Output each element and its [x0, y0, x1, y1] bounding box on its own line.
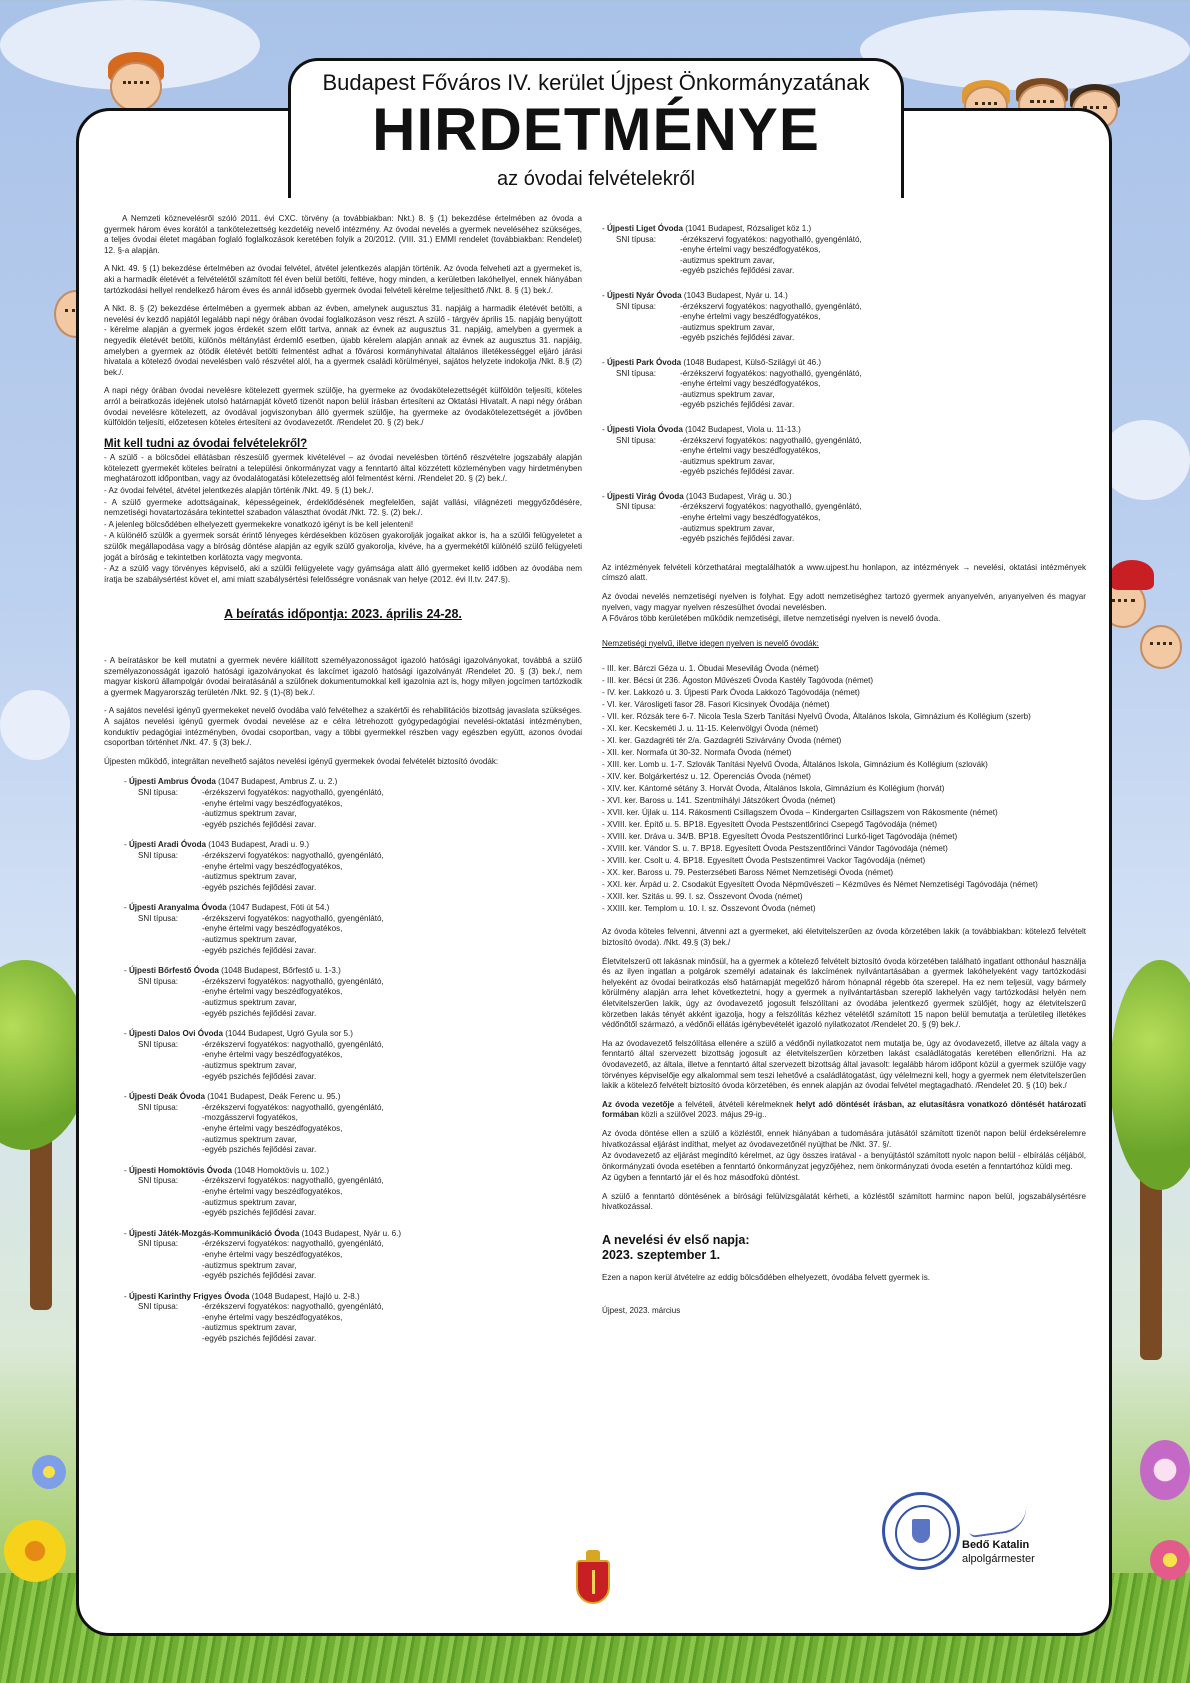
sni-type: -enyhe értelmi vagy beszédfogyatékos,	[202, 1249, 343, 1259]
kindergarten-list	[104, 777, 582, 1344]
text-run: közli a szülővel 2023. május 29-ig..	[638, 1110, 767, 1120]
paragraph: A Főváros több kerületében működik nemzetiségi, illetve nemzetiségi nyelven is nevelő óvoda.	[602, 614, 941, 624]
kindergarten-entry	[602, 291, 1086, 344]
kindergarten-title: Újpesti Viola Óvoda	[606, 424, 683, 434]
list-item: - IV. ker. Lakkozó u. 3. Újpesti Park Óvoda Lakkozó Tagóvodája (német)	[602, 688, 860, 698]
sni-type: -enyhe értelmi vagy beszédfogyatékos,	[202, 924, 343, 934]
sni-type: -enyhe értelmi vagy beszédfogyatékos,	[202, 1186, 343, 1196]
list-item: - XIII. ker. Lomb u. 1-7. Szlovák Tanítási Nyelvű Óvoda, Általános Iskola, Gimnázium és Kollégium (szlovák)	[602, 760, 988, 770]
sni-label: SNI típusa:	[138, 913, 179, 923]
kindergarten-name: - Újpesti Aradi Óvoda (1043 Budapest, Aradi u. 9.)	[124, 840, 310, 850]
paragraph: A napi négy órában óvodai nevelésre kötelezett gyermek szülője, ha gyermeke az óvodakötelezettségét külföldön teljesíti, köteles arról a beiratkozás idejének utolsó határnapját követő tizenöt napon belül írásban értesíteni az Oktatási Hivatalt. A napi négy órában óvodai nevelésre kötelezett, az óvodával jogviszonyban álló gyermek szülője, ha gyermeke az óvodakötelezettségét a jövőben külföldön teljesíti, előzetesen köteles értesíteni az óvodavezetőt. /Rendelet 20. § (2) bek./	[104, 386, 582, 428]
kindergarten-title: Újpesti Deák Óvoda	[128, 1092, 205, 1102]
kindergarten-name: - Újpesti Homoktövis Óvoda (1048 Homoktövis u. 102.)	[124, 1165, 330, 1175]
cloud	[1100, 420, 1190, 500]
sni-type: -érzékszervi fogyatékos: nagyothalló, gyengénlátó,	[202, 1239, 384, 1249]
kindergarten-title: Újpesti Dalos Ovi Óvoda	[128, 1029, 223, 1039]
kindergarten-title: Újpesti Karinthy Frigyes Óvoda	[128, 1291, 250, 1301]
kindergarten-entry	[602, 358, 1086, 411]
paragraph: A Nkt. 8. § (2) bekezdése értelmében a gyermek abban az évben, amelynek augusztus 31. napjáig a harmadik életévét betölti, a nevelési év kezdő napjától legalább napi négy órában óvodai foglalkozáson vesz részt. A szülő - tárgyév április 15. napjáig benyújtott - kérelme alapján a gyermek jogos érdekét szem előtt tartva, annak az évnek az augusztus 31. napjáig, amelyben a gyermek a negyedik életévét betölti, különös méltánylást érdemlő esetben, újabb kérelem alapján annak az évnek az augusztus 31. napjáig, amelyben a gyermek az ötödik életévét betölti felmentést adhat a fővárosi kormányhivatal általános illetékességgel eljáró járási hivatala a kötelező óvodai nevelésben való részvétel alól, ha a gyermek családi körülményei, sajátos helyzete indokolja /Nkt. 8.§ (2) bek./.	[104, 304, 582, 377]
sni-type: -enyhe értelmi vagy beszédfogyatékos,	[202, 861, 343, 871]
sni-type: -autizmus spektrum zavar,	[680, 255, 775, 265]
place-date: Újpest, 2023. március	[602, 1305, 681, 1315]
bold-phrase: helyt adó döntését írásban, az elutasításra vonatkozó döntését határozati formában	[602, 1099, 1087, 1120]
sni-type: -autizmus spektrum zavar,	[202, 872, 297, 882]
tree	[1110, 960, 1190, 1190]
sni-type: -enyhe értelmi vagy beszédfogyatékos,	[202, 987, 343, 997]
paragraph: Az intézmények felvételi körzethatárai megtalálhatók a www.ujpest.hu honlapon, az intézmények → nevelési, oktatási intézmények címszó alatt.	[602, 562, 1086, 583]
sni-type: -enyhe értelmi vagy beszédfogyatékos,	[202, 798, 343, 808]
coat-of-arms-icon	[576, 1560, 610, 1604]
sni-type: -autizmus spektrum zavar,	[202, 935, 297, 945]
enrolment-date-heading: A beíratás időpontja: 2023. április 24-28.	[224, 607, 462, 622]
kindergarten-name: - Újpesti Játék-Mozgás-Kommunikáció Óvoda (1043 Budapest, Nyár u. 6.)	[124, 1228, 402, 1238]
sni-type: -érzékszervi fogyatékos: nagyothalló, gyengénlátó,	[202, 850, 384, 860]
kindergarten-name: - Újpesti Nyár Óvoda (1043 Budapest, Nyár u. 14.)	[602, 290, 788, 300]
kindergarten-address: (1048 Budapest, Hajló u. 2-8.)	[249, 1291, 360, 1301]
sni-label: SNI típusa:	[138, 1039, 179, 1049]
sni-type: -érzékszervi fogyatékos: nagyothalló, gyengénlátó,	[202, 1302, 384, 1312]
sni-type: -autizmus spektrum zavar,	[202, 1134, 297, 1144]
kindergarten-entry	[602, 425, 1086, 478]
sni-type: -autizmus spektrum zavar,	[680, 389, 775, 399]
kindergarten-name: - Újpesti Dalos Ovi Óvoda (1044 Budapest, Ugró Gyula sor 5.)	[124, 1029, 353, 1039]
sni-label: SNI típusa:	[138, 850, 179, 860]
kindergarten-entry	[124, 1292, 582, 1345]
sni-type: -érzékszervi fogyatékos: nagyothalló, gyengénlátó,	[202, 1102, 384, 1112]
kid-illustration	[1140, 625, 1182, 669]
sni-label: SNI típusa:	[616, 234, 657, 244]
paragraph: Ezen a napon kerül átvételre az eddig bölcsődében elhelyezett, óvodába felvett gyermek is.	[602, 1273, 931, 1283]
paragraph: Az óvoda döntése ellen a szülő a közléstől, ennek hiányában a tudomására jutásától számított tizenöt napon belül érdeksérelemre hivatkozással eljárást indíthat, melyet az óvodavezetőnél nyújthat be /Nkt. 37. §/.	[602, 1128, 1086, 1149]
sni-type: -érzékszervi fogyatékos: nagyothalló, gyengénlátó,	[202, 1039, 384, 1049]
paragraph: Ha az óvodavezető felszólítása ellenére a szülő a védőnői nyilatkozatot nem mutatja be, úgy az óvodavezető, illetve az általa vagy a fenntartó által szervezett bizottság jogosult az életvitelszerűen körzetben lakást családlátogatás keretében ellenőrizni. Ha az óvodavezető, az általa, illetve a fenntartó által szervezett bizottság által javasolt: legalább három időpont közül a gyermek szülője vagy törvényes képviselője egy alkalommal sem teszi lehetővé a családlátogatást, úgy vélelmezni kell, hogy a gyermek nem életvitelszerűen lakik a kötelező felvételt biztosító óvoda körzetében, és ennek alapján az óvodai felvétel megtagadható. /Rendelet 20. § (10) bek./	[602, 1038, 1086, 1091]
kindergarten-list	[602, 224, 1086, 545]
flower	[1140, 1440, 1190, 1500]
sni-label: SNI típusa:	[138, 1102, 179, 1112]
kindergarten-entry	[124, 840, 582, 893]
paragraph: Az óvoda köteles felvenni, átvenni azt a gyermeket, aki életvitelszerűen az óvoda körzetében lakik (a továbbiakban: kötelező felvételt biztosító óvoda). /Nkt. 49.§ (3) bek./	[602, 927, 1086, 947]
sni-type: -egyéb pszichés fejlődési zavar.	[680, 400, 795, 410]
nationality-kindergarten-list	[602, 663, 1086, 915]
sni-type: -autizmus spektrum zavar,	[680, 322, 775, 332]
kindergarten-entry	[124, 903, 582, 956]
kindergarten-address: (1047 Budapest, Fóti út 54.)	[226, 903, 330, 913]
kindergarten-name: - Újpesti Karinthy Frigyes Óvoda (1048 Budapest, Hajló u. 2-8.)	[124, 1291, 360, 1301]
sni-type: -érzékszervi fogyatékos: nagyothalló, gyengénlátó,	[680, 435, 862, 445]
sni-type: -autizmus spektrum zavar,	[202, 1197, 297, 1207]
list-item: - III. ker. Bécsi út 236. Ágoston Művészeti Óvoda Kastély Tagóvoda (német)	[602, 676, 874, 686]
kindergarten-name: - Újpesti Viola Óvoda (1042 Budapest, Viola u. 11-13.)	[602, 424, 801, 434]
kindergarten-title: Újpesti Játék-Mozgás-Kommunikáció Óvoda	[128, 1228, 300, 1238]
flower	[32, 1455, 66, 1489]
list-item: - XVIII. ker. Dráva u. 34/B. BP18. Egyesített Óvoda Pestszentlőrinci Lurkó-liget Tagóvodája (német)	[602, 832, 958, 842]
paragraph: - A beíratáskor be kell mutatni a gyermek nevére kiállított személyazonosságot igazoló hatósági igazolványokat, továbbá a szülő személyazonosságát igazoló hatósági igazolványokat és lakcímet igazoló hatósági igazolványát /Rendelet 20. § (3) bek./, nem magyar kiskorú állampolgár óvodai beiratásánál a szülőnek dokumentumokkal kell igazolnia azt is, hogy milyen jogcímen tartózkodik a gyermek Magyarország területén /Nkt. 92. § (1)-(8) bek./.	[104, 656, 582, 697]
sni-type: -enyhe értelmi vagy beszédfogyatékos,	[202, 1050, 343, 1060]
sni-label: SNI típusa:	[138, 1302, 179, 1312]
right-column	[602, 214, 1086, 1324]
paragraph: Az ügyben a fenntartó jár el és hoz másodfokú döntést.	[602, 1173, 800, 1183]
sni-type: -érzékszervi fogyatékos: nagyothalló, gyengénlátó,	[680, 368, 862, 378]
kindergarten-title: Újpesti Bőrfestő Óvoda	[128, 966, 219, 976]
kindergarten-address: (1048 Homoktövis u. 102.)	[231, 1165, 330, 1175]
sni-type: -autizmus spektrum zavar,	[202, 809, 297, 819]
kid-illustration	[110, 62, 162, 112]
tree-trunk	[1140, 1160, 1162, 1360]
kindergarten-entry	[124, 1229, 582, 1282]
paragraph: Életvitelszerű ott lakásnak minősül, ha a gyermek a kötelező felvételt biztosító óvoda körzetében található ingatlant otthonául használja és az ilyen ingatlan a polgárok személyi adatainak és lakcímének nyilvántartásában a gyermek lakóhelyeként vagy tartózkodási helyeként az óvodai beiratkozás első határnapját megelőző három hónapnál régebb óta szerepel. Ha ez nem teljesül, vagy bármely körülmény alapján arra lehet következtetni, hogy a gyermek a nyilvántartásban szereplő lakhelyén vagy tartózkodási helyén nem életvitelszerűen lakik, úgy az óvodavezető jogosult felszólítani az óvodába jelentkező gyermek szülőjét, hogy az életvitelszerű körzetben lakás tényét akként igazolja, hogy a felszólítás kézhez vételétől számított 15 napon belül bemutatja a területileg illetékes védőnőtől származó, a védőnői ellátás igénybevételét igazoló nyilatkozatot /Rendelet 20. § (9) bek./.	[602, 956, 1086, 1030]
sni-type: -egyéb pszichés fejlődési zavar.	[202, 1008, 317, 1018]
kindergarten-address: (1044 Budapest, Ugró Gyula sor 5.)	[222, 1029, 353, 1039]
paragraph: A Nemzeti köznevelésről szóló 2011. évi CXC. törvény (a továbbiakban: Nkt.) 8. § (1) bekezdése értelmében az óvoda a gyermek három éves korától a tankötelezettség kezdetéig nevelő intézmény. Az óvodai nevelés a gyermek neveléséhez szükséges, a teljes óvodai életet magában foglaló foglalkozások keretében folyik a 20/2012. (VIII. 31.) EMMI rendelet (továbbiakban: Rendelet) 12. §-a alapján.	[104, 214, 582, 255]
kindergarten-name: - Újpesti Liget Óvoda (1041 Budapest, Rózsaliget köz 1.)	[602, 224, 812, 233]
sni-type: -enyhe értelmi vagy beszédfogyatékos,	[680, 379, 821, 389]
paragraph: - A sajátos nevelési igényű gyermekeket nevelő óvodába való felvételhez a szakértői és rehabilitációs bizottság javaslata szükséges. A sajátos nevelési igényű gyermek óvodai nevelése az e célra létrehozott gyógypedagógiai nevelési-oktatási intézményben, konduktív pedagógiai intézményben, óvodai csoportban, vagy a többi gyermekkel részben vagy egészben együtt, azonos óvodai csoportban történhet /Nkt. 47. § (3) bek./.	[104, 706, 582, 748]
sni-type: -egyéb pszichés fejlődési zavar.	[202, 1145, 317, 1155]
page-title: HIRDETMÉNYE	[372, 96, 820, 163]
kindergarten-address: (1043 Budapest, Nyár u. 6.)	[299, 1228, 402, 1238]
page-subtitle: az óvodai felvételekről	[497, 168, 695, 190]
sni-type: -egyéb pszichés fejlődési zavar.	[202, 882, 317, 892]
list-item: - XII. ker. Normafa út 30-32. Normafa Óvoda (német)	[602, 748, 792, 758]
sni-type: -érzékszervi fogyatékos: nagyothalló, gyengénlátó,	[680, 502, 862, 512]
bullet: - Az a szülő vagy törvényes képviselő, aki a szülői felügyelete vagy gyámsága alatt álló gyermeket kellő időben az óvodába nem íratja be szabálysértést követ el, ami miatt szabálysértési felelősségre vonásnak van helye (2012. évi II.tv. 247.§).	[104, 564, 582, 584]
kindergarten-entry	[602, 224, 1086, 277]
kindergarten-title: Újpesti Aranyalma Óvoda	[128, 903, 227, 913]
sni-type: -egyéb pszichés fejlődési zavar.	[202, 1071, 317, 1081]
sni-type: -egyéb pszichés fejlődési zavar.	[680, 266, 795, 276]
text-run: a felvételi, átvételi kérelmeknek	[674, 1099, 797, 1109]
kindergarten-entry	[124, 777, 582, 830]
sni-type: -enyhe értelmi vagy beszédfogyatékos,	[680, 312, 821, 322]
sni-label: SNI típusa:	[138, 1176, 179, 1186]
list-item: - VI. ker. Városligeti fasor 28. Fasori Kicsinyek Óvodája (német)	[602, 700, 830, 710]
sni-label: SNI típusa:	[138, 787, 179, 797]
list-item: - XVI. ker. Baross u. 141. Szentmihályi Játszókert Óvoda (német)	[602, 796, 836, 806]
kindergarten-title: Újpesti Homoktövis Óvoda	[128, 1165, 232, 1175]
left-column	[104, 214, 582, 1355]
kindergarten-title: Újpesti Ambrus Óvoda	[128, 777, 216, 787]
kindergarten-address: (1042 Budapest, Viola u. 11-13.)	[682, 424, 801, 434]
list-item: - XVII. ker. Újlak u. 114. Rákosmenti Csillagszem Óvoda – Kindergarten Csillagszem von Rákosmente (német)	[602, 808, 998, 818]
list-item: - XXII. ker. Szitás u. 99. I. sz. Összevont Óvoda (német)	[602, 892, 803, 902]
kindergarten-entry	[124, 966, 582, 1019]
bullet: - A szülő gyermeke adottságainak, képességeinek, érdeklődésének megfelelően, saját vallási, világnézeti meggyőződésére, nemzetiségi hovatartozására tekintettel szabadon választhat óvodát /Nkt. 72. §. (2) bek./.	[104, 497, 582, 518]
flower	[1150, 1540, 1190, 1580]
cloud	[0, 690, 70, 760]
flower	[4, 1520, 66, 1582]
bullet: - Az óvodai felvétel, átvétel jelentkezés alapján történik /Nkt. 49. § (1) bek./.	[104, 486, 374, 496]
list-heading: Nemzetiségi nyelvű, illetve idegen nyelven is nevelő óvodák:	[602, 638, 819, 648]
sni-type: -enyhe értelmi vagy beszédfogyatékos,	[680, 245, 821, 255]
sni-type: -mozgásszervi fogyatékos,	[202, 1113, 298, 1123]
kindergarten-name: - Újpesti Deák Óvoda (1041 Budapest, Deák Ferenc u. 95.)	[124, 1092, 341, 1102]
kindergarten-address: (1048 Budapest, Bőrfestő u. 1-3.)	[218, 966, 341, 976]
paragraph: Újpesten működő, integráltan nevelhető sajátos nevelési igényű gyermekek óvodai felvételét biztosító óvodák:	[104, 756, 499, 766]
paragraph: Az óvodavezető az eljárást megindító kérelmet, az ügy összes iratával - a benyújtástól számított nyolc napon belül - elbírálás céljából, önkormányzati óvoda esetében a fenntartó önkormányzat jegyzőjéhez, nem önkormányzati óvoda esetén a fenntartóhoz küldi meg.	[602, 1151, 1086, 1171]
kindergarten-address: (1043 Budapest, Virág u. 30.)	[683, 491, 792, 501]
list-item: - XI. ker. Kecskeméti J. u. 11-15. Kelenvölgyi Óvoda (német)	[602, 724, 819, 734]
sni-type: -enyhe értelmi vagy beszédfogyatékos,	[202, 1312, 343, 1322]
sni-type: -enyhe értelmi vagy beszédfogyatékos,	[680, 446, 821, 456]
sni-type: -egyéb pszichés fejlődési zavar.	[680, 534, 795, 544]
list-item: - XIV. ker. Bolgárkertész u. 12. Öperenciás Óvoda (német)	[602, 772, 811, 782]
sni-type: -enyhe értelmi vagy beszédfogyatékos,	[680, 513, 821, 523]
kindergarten-name: - Újpesti Ambrus Óvoda (1047 Budapest, Ambrus Z. u. 2.)	[124, 777, 338, 787]
sni-type: -érzékszervi fogyatékos: nagyothalló, gyengénlátó,	[202, 1176, 384, 1186]
sni-type: -autizmus spektrum zavar,	[202, 1260, 297, 1270]
first-day-heading: A nevelési év első napja:	[602, 1233, 750, 1248]
sni-type: -érzékszervi fogyatékos: nagyothalló, gyengénlátó,	[680, 301, 862, 311]
official-stamp	[882, 1492, 960, 1570]
sni-type: -autizmus spektrum zavar,	[202, 1061, 297, 1070]
kindergarten-address: (1043 Budapest, Aradi u. 9.)	[206, 840, 310, 850]
kindergarten-address: (1041 Budapest, Deák Ferenc u. 95.)	[204, 1092, 341, 1102]
paragraph: A szülő a fenntartó döntésének a bírósági felülvizsgálatát kérheti, a közléstől számított harminc napon belül, jogszabálysértésre hivatkozással.	[602, 1191, 1086, 1212]
list-item: - XXIII. ker. Templom u. 10. I. sz. Összevont Óvoda (német)	[602, 904, 816, 914]
sni-type: -egyéb pszichés fejlődési zavar.	[202, 819, 317, 829]
sni-type: -egyéb pszichés fejlődési zavar.	[202, 945, 317, 955]
first-day-date: 2023. szeptember 1.	[602, 1248, 721, 1263]
sni-type: -érzékszervi fogyatékos: nagyothalló, gyengénlátó,	[202, 976, 384, 986]
list-item: - XX. ker. Baross u. 79. Pesterzsébeti Baross Német Nemzetiségi Óvoda (német)	[602, 868, 894, 878]
paragraph	[602, 1100, 1086, 1121]
kindergarten-entry	[124, 1166, 582, 1219]
kindergarten-entry	[124, 1029, 582, 1082]
list-item: - XIV. ker. Kántorné sétány 3. Horvát Óvoda, Általános Iskola, Gimnázium és Kollégium (horvát)	[602, 784, 945, 794]
kindergarten-entry	[124, 1092, 582, 1156]
sni-type: -egyéb pszichés fejlődési zavar.	[680, 467, 795, 477]
list-item: - XVIII. ker. Építő u. 5. BP18. Egyesített Óvoda Pestszentlőrinci Csepegő Tagóvodája (német)	[602, 820, 938, 830]
kindergarten-entry	[602, 492, 1086, 545]
bullet: - A jelenleg bölcsődében elhelyezett gyermekekre vonatkozó igényt is be kell jelenteni!	[104, 519, 414, 529]
kindergarten-address: (1043 Budapest, Nyár u. 14.)	[681, 290, 788, 300]
kindergarten-title: Újpesti Liget Óvoda	[606, 224, 683, 233]
sni-label: SNI típusa:	[138, 976, 179, 986]
sni-type: -enyhe értelmi vagy beszédfogyatékos,	[202, 1123, 343, 1133]
kindergarten-title: Újpesti Nyár Óvoda	[606, 290, 682, 300]
kindergarten-address: (1047 Budapest, Ambrus Z. u. 2.)	[215, 777, 338, 787]
kindergarten-address: (1041 Budapest, Rózsaliget köz 1.)	[682, 224, 812, 233]
sni-label: SNI típusa:	[138, 1239, 179, 1249]
sni-type: -érzékszervi fogyatékos: nagyothalló, gyengénlátó,	[202, 787, 384, 797]
list-item: - VII. ker. Rózsák tere 6-7. Nicola Tesla Szerb Tanítási Nyelvű Óvoda, Általános Iskola, Gimnázium és Kollégium (szerb)	[602, 712, 1031, 722]
paragraph: A Nkt. 49. § (1) bekezdése értelmében az óvodai felvétel, átvétel jelentkezés alapján történik. Az óvoda felveheti azt a gyermeket is, aki a harmadik életévét a felvételétől számított fél éven belül betölti, feltéve, hogy minden, a kerületben lakóhellyel, ennek hiányában tartózkodási hellyel rendelkező három éves és annál idősebb gyermek óvodai felvételi kérelme teljesíthető /Nkt. 8. § (1) bek./.	[104, 264, 582, 295]
list-item: - XVIII. ker. Csolt u. 4. BP18. Egyesített Óvoda Pestszentimrei Vackor Tagóvodája (német)	[602, 856, 926, 866]
sni-type: -autizmus spektrum zavar,	[202, 998, 297, 1008]
sni-type: -autizmus spektrum zavar,	[202, 1323, 297, 1333]
sni-label: SNI típusa:	[616, 301, 657, 311]
bullet: - A szülő - a bölcsődei ellátásban részesülő gyermek kivételével – az óvodai nevelésben történő részvételre jogszabály alapján kötelezett gyermekét köteles beíratni a települési önkormányzat vagy a fenntartó által közzétett közleményben vagy hirdetményben meghatározott időpontban, vagy az óvodalátogatási kötelezettség alól felmentést kérni. /Rendelet 20. § (2) bek./.	[104, 453, 582, 484]
kid-hat	[1110, 560, 1154, 590]
signer-role: alpolgármester	[962, 1553, 1035, 1565]
signer-name: Bedő Katalin	[962, 1539, 1030, 1551]
sni-type: -autizmus spektrum zavar,	[680, 456, 775, 466]
kindergarten-name: - Újpesti Virág Óvoda (1043 Budapest, Virág u. 30.)	[602, 491, 792, 501]
list-item: - III. ker. Bárczi Géza u. 1. Óbudai Mesevilág Óvoda (német)	[602, 664, 819, 674]
signer-block	[962, 1538, 1035, 1566]
kindergarten-name: - Újpesti Aranyalma Óvoda (1047 Budapest, Fóti út 54.)	[124, 903, 330, 913]
sni-label: SNI típusa:	[616, 502, 657, 512]
sni-type: -egyéb pszichés fejlődési zavar.	[202, 1271, 317, 1281]
issuer-line: Budapest Főváros IV. kerület Újpest Önkormányzatának	[322, 70, 870, 95]
sni-label: SNI típusa:	[616, 435, 657, 445]
sni-type: -érzékszervi fogyatékos: nagyothalló, gyengénlátó,	[202, 913, 384, 923]
sni-type: -egyéb pszichés fejlődési zavar.	[202, 1334, 317, 1344]
kindergarten-name: - Újpesti Park Óvoda (1048 Budapest, Külső-Szilágyi út 46.)	[602, 357, 822, 367]
list-item: - XVIII. ker. Vándor S. u. 7. BP18. Egyesített Óvoda Pestszentlőrinci Vándor Tagóvodája (német)	[602, 844, 948, 854]
list-item: - XXI. ker. Árpád u. 2. Csodakút Egyesített Óvoda Népművészeti – Kézműves és Német Nemzetiségi Tagóvodája (német)	[602, 880, 1038, 890]
list-item: - XI. ker. Gazdagréti tér 2/a. Gazdagréti Szivárvány Óvoda (német)	[602, 736, 842, 746]
bullet: - A különélő szülők a gyermek sorsát érintő lényeges kérdésekben közösen gyakorolják jogaikat akkor is, ha a szülői felügyeletet a szülők megállapodása vagy a bíróság döntése alapján az egyik szülő gyakorolja, kivéve, ha a gyermekétől különélő szülő felügyeleti jogát a bíróság e tekintetben korlátozta vagy megvonta.	[104, 531, 582, 562]
paragraph: Az óvodai nevelés nemzetiségi nyelven is folyhat. Egy adott nemzetiséghez tartozó gyermek anyanyelvén, anyanyelven és magyar nyelven, vagy magyar nyelven részesülhet óvodai nevelésben.	[602, 592, 1086, 612]
kindergarten-title: Újpesti Aradi Óvoda	[128, 840, 207, 850]
sni-label: SNI típusa:	[616, 368, 657, 378]
section-heading: Mit kell tudni az óvodai felvételekről?	[104, 437, 308, 450]
kindergarten-title: Újpesti Virág Óvoda	[606, 491, 684, 501]
kindergarten-name: - Újpesti Bőrfestő Óvoda (1048 Budapest, Bőrfestő u. 1-3.)	[124, 966, 341, 976]
bold-phrase: Az óvoda vezetője	[602, 1099, 675, 1109]
sni-type: -autizmus spektrum zavar,	[680, 523, 775, 533]
cloud	[860, 10, 1190, 90]
sni-type: -érzékszervi fogyatékos: nagyothalló, gyengénlátó,	[680, 234, 862, 244]
sni-type: -egyéb pszichés fejlődési zavar.	[680, 333, 795, 343]
sni-type: -egyéb pszichés fejlődési zavar.	[202, 1208, 317, 1218]
kindergarten-address: (1048 Budapest, Külső-Szilágyi út 46.)	[681, 357, 822, 367]
kindergarten-title: Újpesti Park Óvoda	[606, 357, 682, 367]
